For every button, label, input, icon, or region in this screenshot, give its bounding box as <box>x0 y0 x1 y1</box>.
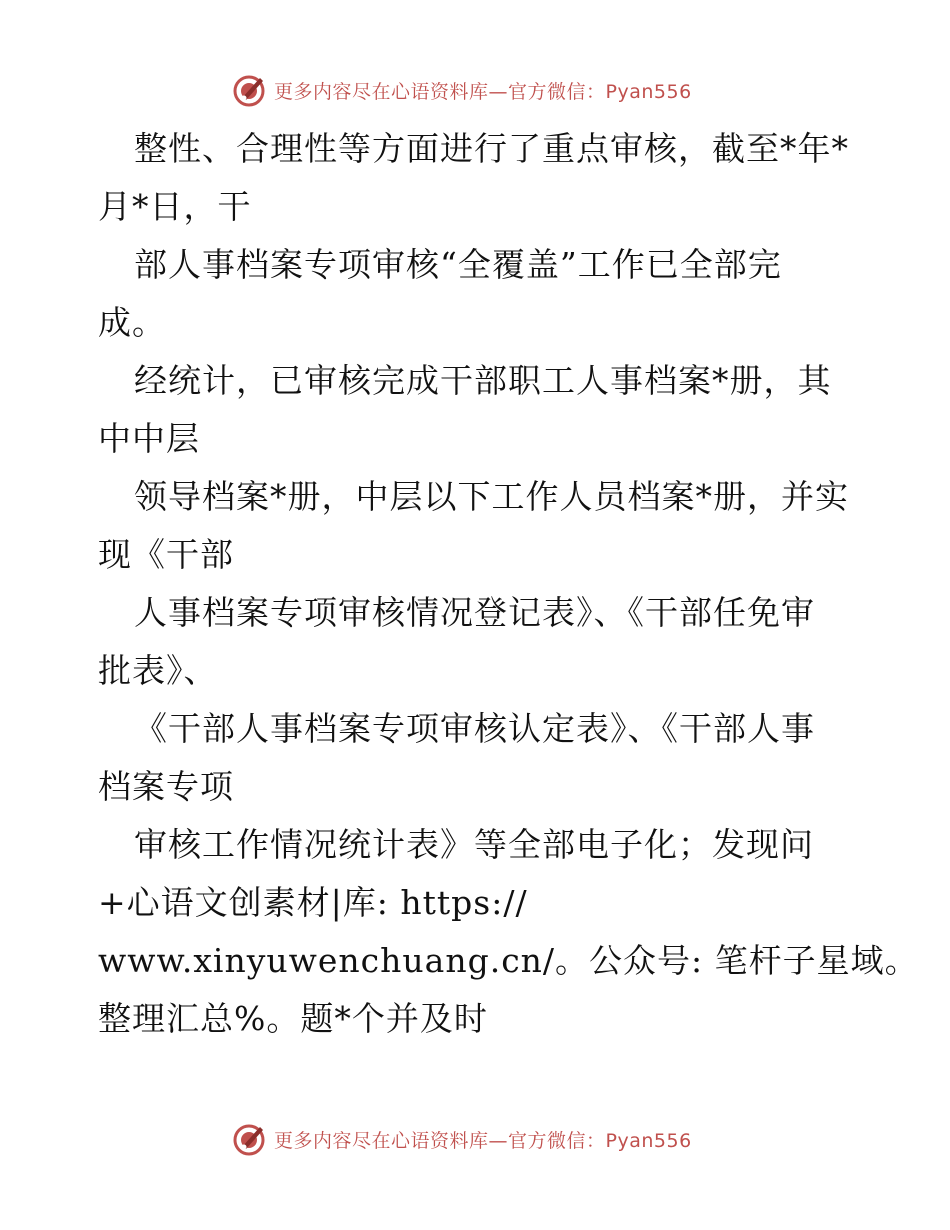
quill-seal-icon <box>232 72 268 108</box>
footer-banner <box>232 1121 692 1157</box>
quill-seal-icon <box>232 1121 268 1157</box>
body-line: 审核工作情况统计表》等全部电子化；发现问 <box>134 825 814 864</box>
body-line: 档案专项 <box>98 767 234 806</box>
banner-text: 更多内容尽在心语资料库—官方微信：Pyan556 <box>274 80 692 103</box>
banner-text: 更多内容尽在心语资料库—官方微信：Pyan556 <box>274 1129 692 1152</box>
body-line: 人事档案专项审核情况登记表》、《干部任免审 <box>134 593 815 632</box>
body-line: 中中层 <box>98 419 200 458</box>
body-line: 部人事档案专项审核“全覆盖”工作已全部完 <box>134 245 782 284</box>
body-line: 经统计，已审核完成干部职工人事档案*册，其 <box>134 361 832 400</box>
body-line: +心语文创素材|库: https:// <box>98 883 528 922</box>
body-line: 整理汇总%。题*个并及时 <box>98 999 488 1038</box>
body-line: 现《干部 <box>98 535 234 574</box>
body-line: 整性、合理性等方面进行了重点审核，截至*年* <box>134 129 849 168</box>
header-banner <box>232 72 692 108</box>
body-line: 月*日，干 <box>98 187 252 226</box>
body-line: 《干部人事档案专项审核认定表》、《干部人事 <box>134 709 815 748</box>
body-line: 领导档案*册，中层以下工作人员档案*册，并实 <box>134 477 849 516</box>
body-line: 批表》、 <box>98 651 218 690</box>
document-body <box>98 120 919 1048</box>
body-line: 成。 <box>98 303 166 342</box>
body-line: www.xinyuwenchuang.cn/。公众号: 笔杆子星域。 <box>98 941 919 980</box>
